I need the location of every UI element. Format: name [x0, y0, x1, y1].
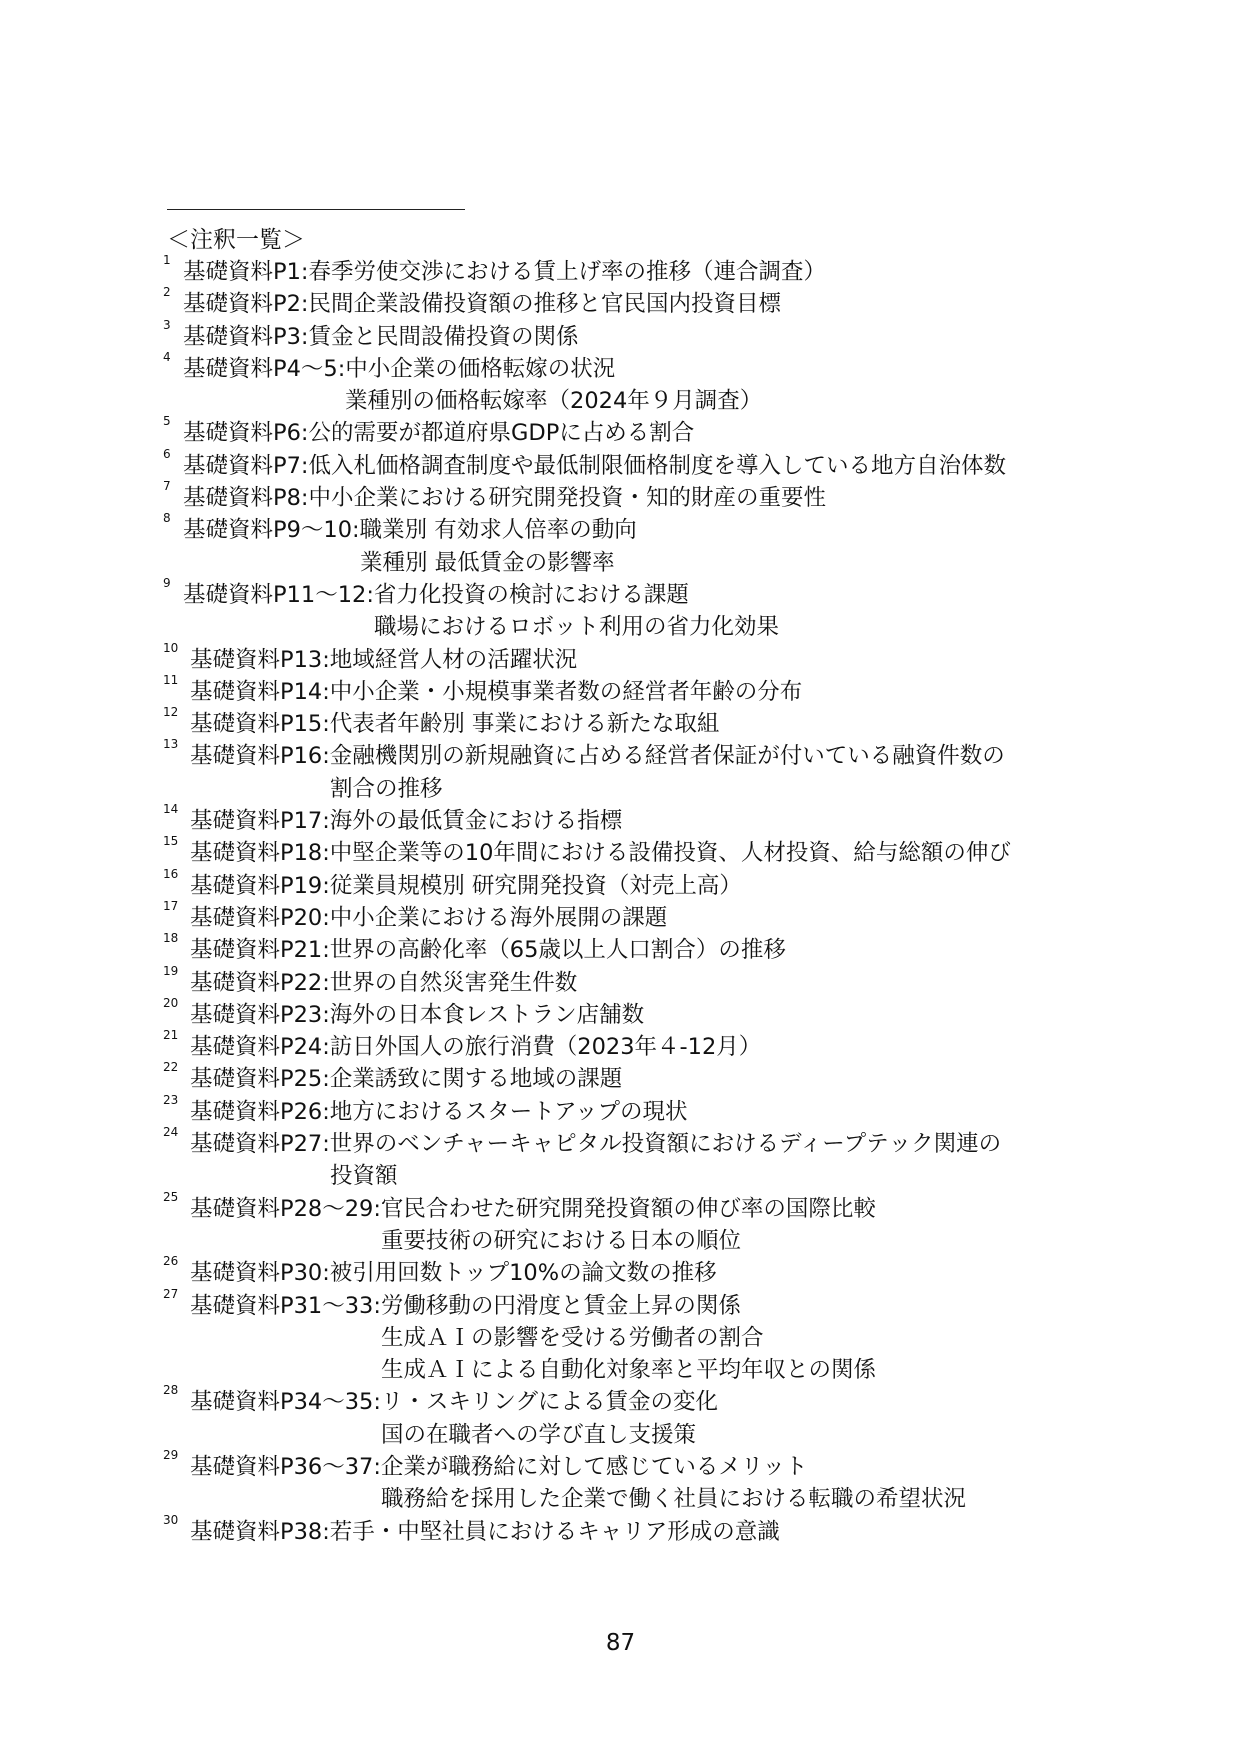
note-item	[163, 1286, 1123, 1387]
footnote-separator-rule	[167, 209, 465, 210]
note-text: 基礎資料P24:訪日外国人の旅行消費（2023年４-12月）	[190, 1034, 762, 1061]
note-item	[163, 898, 1123, 934]
note-text: 基礎資料P6:公的需要が都道府県GDPに占める割合	[183, 420, 695, 447]
note-number: 29	[163, 1447, 179, 1462]
note-item	[163, 253, 1123, 288]
note-continuation-text: 国の在職者への学び直し支援策	[381, 1421, 697, 1448]
note-number: 1	[163, 253, 171, 267]
note-item	[163, 285, 1123, 320]
note-number: 21	[163, 1028, 179, 1043]
note-number: 17	[163, 898, 179, 913]
note-text: 基礎資料P15:代表者年齢別 事業における新たな取組	[190, 711, 720, 738]
note-text: 基礎資料P20:中小企業における海外展開の課題	[190, 904, 668, 931]
note-item	[163, 1028, 1123, 1063]
note-text: 基礎資料P7:低入札価格調査制度や最低制限価格制度を導入している地方自治体数	[183, 452, 1006, 479]
note-text: 基礎資料P19:従業員規模別 研究開発投資（対売上高）	[190, 872, 742, 899]
note-text: 基礎資料P13:地域経営人材の活躍状況	[190, 646, 578, 673]
note-number: 25	[163, 1189, 179, 1204]
note-text: 基礎資料P28～29:官民合わせた研究開発投資額の伸び率の国際比較	[190, 1195, 876, 1222]
note-number: 8	[163, 511, 171, 526]
note-continuation-text: 業種別の価格転嫁率（2024年９月調査）	[345, 388, 763, 415]
note-number: 15	[163, 834, 179, 849]
note-text: 基礎資料P3:賃金と民間設備投資の関係	[183, 323, 579, 350]
note-text: 基礎資料P16:金融機関別の新規融資に占める経営者保証が付いている融資件数の	[190, 743, 1005, 770]
note-text: 基礎資料P34～35:リ・スキリングによる賃金の変化	[190, 1389, 718, 1416]
note-item	[163, 1447, 1123, 1516]
note-number: 6	[163, 446, 171, 461]
note-item	[163, 705, 1123, 740]
note-item	[163, 834, 1123, 869]
note-number: 7	[163, 479, 171, 494]
note-text: 基礎資料P30:被引用回数トップ10%の論文数の推移	[190, 1260, 717, 1287]
note-number: 4	[163, 349, 171, 364]
note-number: 11	[163, 672, 179, 687]
note-text: 基礎資料P14:中小企業・小規模事業者数の経営者年齢の分布	[190, 678, 803, 705]
note-text: 基礎資料P36～37:企業が職務給に対して感じているメリット	[190, 1453, 808, 1480]
note-item	[163, 931, 1123, 966]
note-text: 基礎資料P25:企業誘致に関する地域の課題	[190, 1066, 623, 1093]
note-item	[163, 1512, 1123, 1548]
note-item	[163, 640, 1123, 676]
note-item	[163, 1189, 1123, 1258]
note-number: 3	[163, 317, 171, 332]
note-text: 基礎資料P22:世界の自然災害発生件数	[190, 969, 578, 996]
note-text: 基礎資料P9～10:職業別 有効求人倍率の動向	[183, 517, 637, 544]
note-text: 基礎資料P26:地方におけるスタートアップの現状	[190, 1098, 688, 1125]
note-text: 基礎資料P4～5:中小企業の価格転嫁の状況	[183, 355, 616, 382]
note-number: 12	[163, 705, 179, 720]
note-item	[163, 446, 1123, 482]
note-continuation-text: 生成ＡＩによる自動化対象率と平均年収との関係	[381, 1357, 877, 1384]
note-item	[163, 672, 1123, 708]
note-number: 2	[163, 285, 171, 300]
note-item	[163, 995, 1123, 1031]
note-item	[163, 479, 1123, 514]
note-text: 基礎資料P1:春季労使交渉における賃上げ率の推移（連合調査）	[183, 259, 826, 285]
note-item	[163, 511, 1123, 579]
note-item	[163, 414, 1123, 449]
note-text: 基礎資料P18:中堅企業等の10年間における設備投資、人材投資、給与総額の伸び	[190, 840, 1011, 867]
notes-heading: ＜注釈一覧＞	[167, 227, 305, 253]
note-item	[163, 317, 1123, 353]
note-item	[163, 1125, 1123, 1193]
note-text: 基礎資料P31～33:労働移動の円滑度と賃金上昇の関係	[190, 1292, 741, 1319]
note-number: 22	[163, 1060, 179, 1075]
note-number: 10	[163, 640, 179, 655]
note-number: 26	[163, 1254, 179, 1269]
note-number: 13	[163, 737, 179, 752]
note-item	[163, 963, 1123, 999]
note-continuation-text: 割合の推移	[330, 775, 443, 802]
note-number: 5	[163, 414, 171, 429]
note-text: 基礎資料P8:中小企業における研究開発投資・知的財産の重要性	[183, 485, 826, 512]
note-item	[163, 802, 1123, 837]
note-number: 18	[163, 931, 179, 946]
note-continuation-text: 業種別 最低賃金の影響率	[360, 549, 615, 576]
note-number: 14	[163, 802, 179, 817]
page-number: 87	[605, 1630, 636, 1656]
note-continuation-text: 生成ＡＩの影響を受ける労働者の割合	[381, 1324, 764, 1351]
note-text: 基礎資料P17:海外の最低賃金における指標	[190, 808, 623, 835]
note-item	[163, 737, 1123, 805]
note-number: 20	[163, 995, 179, 1010]
note-item	[163, 1383, 1123, 1451]
note-item	[163, 1060, 1123, 1095]
note-text: 基礎資料P2:民間企業設備投資額の推移と官民国内投資目標	[183, 291, 781, 318]
note-text: 基礎資料P11～12:省力化投資の検討における課題	[183, 581, 689, 608]
note-number: 27	[163, 1286, 179, 1301]
note-continuation-text: 職務給を採用した企業で働く社員における転職の希望状況	[381, 1486, 967, 1513]
note-text: 基礎資料P21:世界の高齢化率（65歳以上人口割合）の推移	[190, 937, 786, 964]
note-continuation-text: 職場におけるロボット利用の省力化効果	[374, 614, 780, 641]
note-continuation-text: 投資額	[330, 1163, 398, 1190]
note-text: 基礎資料P23:海外の日本食レストラン店舗数	[190, 1001, 645, 1028]
note-item	[163, 866, 1123, 902]
note-number: 28	[163, 1383, 179, 1398]
note-continuation-text: 重要技術の研究における日本の順位	[381, 1227, 742, 1254]
notes-list	[163, 253, 1123, 1548]
note-item	[163, 1254, 1123, 1289]
note-text: 基礎資料P38:若手・中堅社員におけるキャリア形成の意識	[190, 1518, 780, 1545]
note-number: 24	[163, 1125, 179, 1140]
note-number: 19	[163, 963, 179, 978]
note-number: 9	[163, 575, 171, 590]
note-number: 30	[163, 1512, 179, 1527]
note-number: 16	[163, 866, 179, 881]
note-number: 23	[163, 1092, 179, 1107]
note-item	[163, 1092, 1123, 1128]
note-item	[163, 349, 1123, 418]
note-text: 基礎資料P27:世界のベンチャーキャピタル投資額におけるディープテック関連の	[190, 1131, 1002, 1158]
note-item	[163, 575, 1123, 644]
